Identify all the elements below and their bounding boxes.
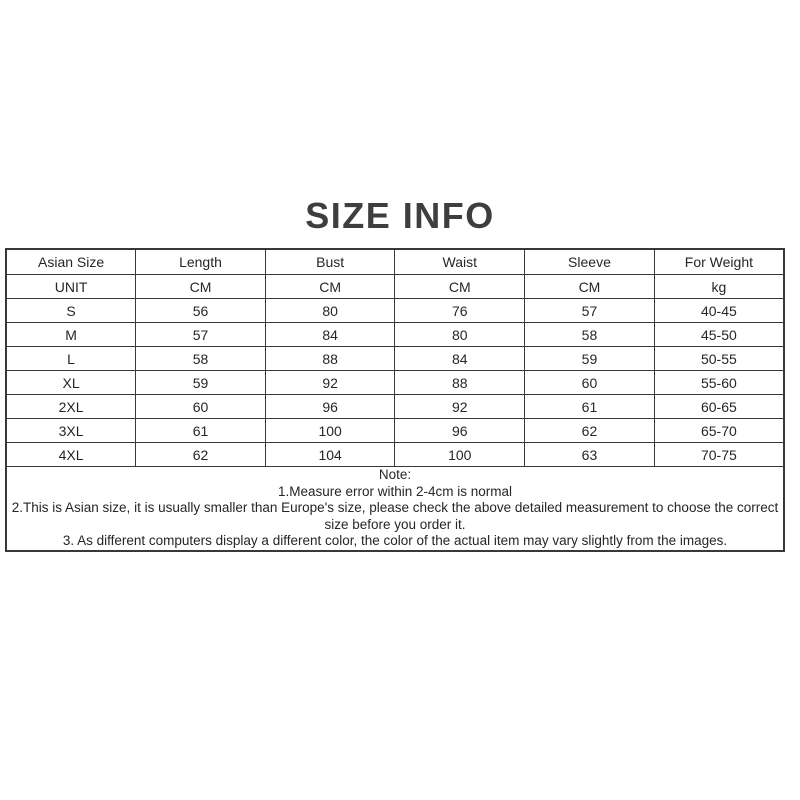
data-cell: 62 bbox=[136, 443, 266, 467]
data-cell: XL bbox=[6, 371, 136, 395]
data-cell: 88 bbox=[395, 371, 525, 395]
table-row bbox=[6, 371, 784, 395]
data-cell: 61 bbox=[136, 419, 266, 443]
data-cell: 3XL bbox=[6, 419, 136, 443]
unit-cell: CM bbox=[525, 275, 655, 299]
data-cell: 104 bbox=[265, 443, 395, 467]
data-cell: 60-65 bbox=[654, 395, 784, 419]
unit-row bbox=[6, 275, 784, 299]
data-cell: 92 bbox=[265, 371, 395, 395]
size-chart-table bbox=[5, 248, 785, 552]
header-cell: Waist bbox=[395, 249, 525, 275]
header-cell: Length bbox=[136, 249, 266, 275]
note-line: 2.This is Asian size, it is usually smaller than Europe's size, please check the above detailed measurement to choose the correct size before you order it. bbox=[11, 500, 779, 532]
unit-cell: CM bbox=[395, 275, 525, 299]
unit-cell: CM bbox=[136, 275, 266, 299]
data-cell: 55-60 bbox=[654, 371, 784, 395]
data-cell: 84 bbox=[395, 347, 525, 371]
data-cell: 96 bbox=[395, 419, 525, 443]
notes-list bbox=[7, 484, 783, 550]
header-cell: Bust bbox=[265, 249, 395, 275]
data-cell: 40-45 bbox=[654, 299, 784, 323]
data-cell: 62 bbox=[525, 419, 655, 443]
data-cell: 96 bbox=[265, 395, 395, 419]
data-cell: 59 bbox=[525, 347, 655, 371]
data-cell: 76 bbox=[395, 299, 525, 323]
data-cell: 56 bbox=[136, 299, 266, 323]
title-clip bbox=[0, 195, 800, 236]
data-cell: 57 bbox=[136, 323, 266, 347]
data-cell: 100 bbox=[265, 419, 395, 443]
header-cell: For Weight bbox=[654, 249, 784, 275]
data-cell: M bbox=[6, 323, 136, 347]
header-cell: Sleeve bbox=[525, 249, 655, 275]
page-title: SIZE INFO bbox=[305, 195, 495, 236]
unit-cell: UNIT bbox=[6, 275, 136, 299]
data-cell: 60 bbox=[136, 395, 266, 419]
data-cell: S bbox=[6, 299, 136, 323]
data-cell: 84 bbox=[265, 323, 395, 347]
data-cell: 4XL bbox=[6, 443, 136, 467]
table-row bbox=[6, 419, 784, 443]
data-cell: 60 bbox=[525, 371, 655, 395]
size-table-foot bbox=[6, 467, 784, 551]
note-line: 1.Measure error within 2-4cm is normal bbox=[277, 483, 513, 499]
data-cell: 45-50 bbox=[654, 323, 784, 347]
data-cell: 50-55 bbox=[654, 347, 784, 371]
header-cell: Asian Size bbox=[6, 249, 136, 275]
notes-row bbox=[6, 467, 784, 551]
table-row bbox=[6, 323, 784, 347]
unit-cell: kg bbox=[654, 275, 784, 299]
data-cell: 100 bbox=[395, 443, 525, 467]
table-row bbox=[6, 299, 784, 323]
data-cell: 88 bbox=[265, 347, 395, 371]
data-cell: L bbox=[6, 347, 136, 371]
unit-cell: CM bbox=[265, 275, 395, 299]
size-table-head bbox=[6, 249, 784, 299]
data-cell: 58 bbox=[525, 323, 655, 347]
table-row bbox=[6, 395, 784, 419]
data-cell: 63 bbox=[525, 443, 655, 467]
data-cell: 70-75 bbox=[654, 443, 784, 467]
data-cell: 58 bbox=[136, 347, 266, 371]
header-row bbox=[6, 249, 784, 275]
notes-heading: Note: bbox=[378, 467, 412, 482]
table-row bbox=[6, 443, 784, 467]
note-line: 3. As different computers display a different color, the color of the actual item may vary slightly from the images. bbox=[62, 533, 728, 548]
data-cell: 61 bbox=[525, 395, 655, 419]
data-cell: 2XL bbox=[6, 395, 136, 419]
notes-cell bbox=[6, 467, 784, 551]
data-cell: 65-70 bbox=[654, 419, 784, 443]
data-cell: 57 bbox=[525, 299, 655, 323]
table-row bbox=[6, 347, 784, 371]
data-cell: 59 bbox=[136, 371, 266, 395]
data-cell: 80 bbox=[265, 299, 395, 323]
data-cell: 80 bbox=[395, 323, 525, 347]
size-table-body bbox=[6, 299, 784, 467]
data-cell: 92 bbox=[395, 395, 525, 419]
